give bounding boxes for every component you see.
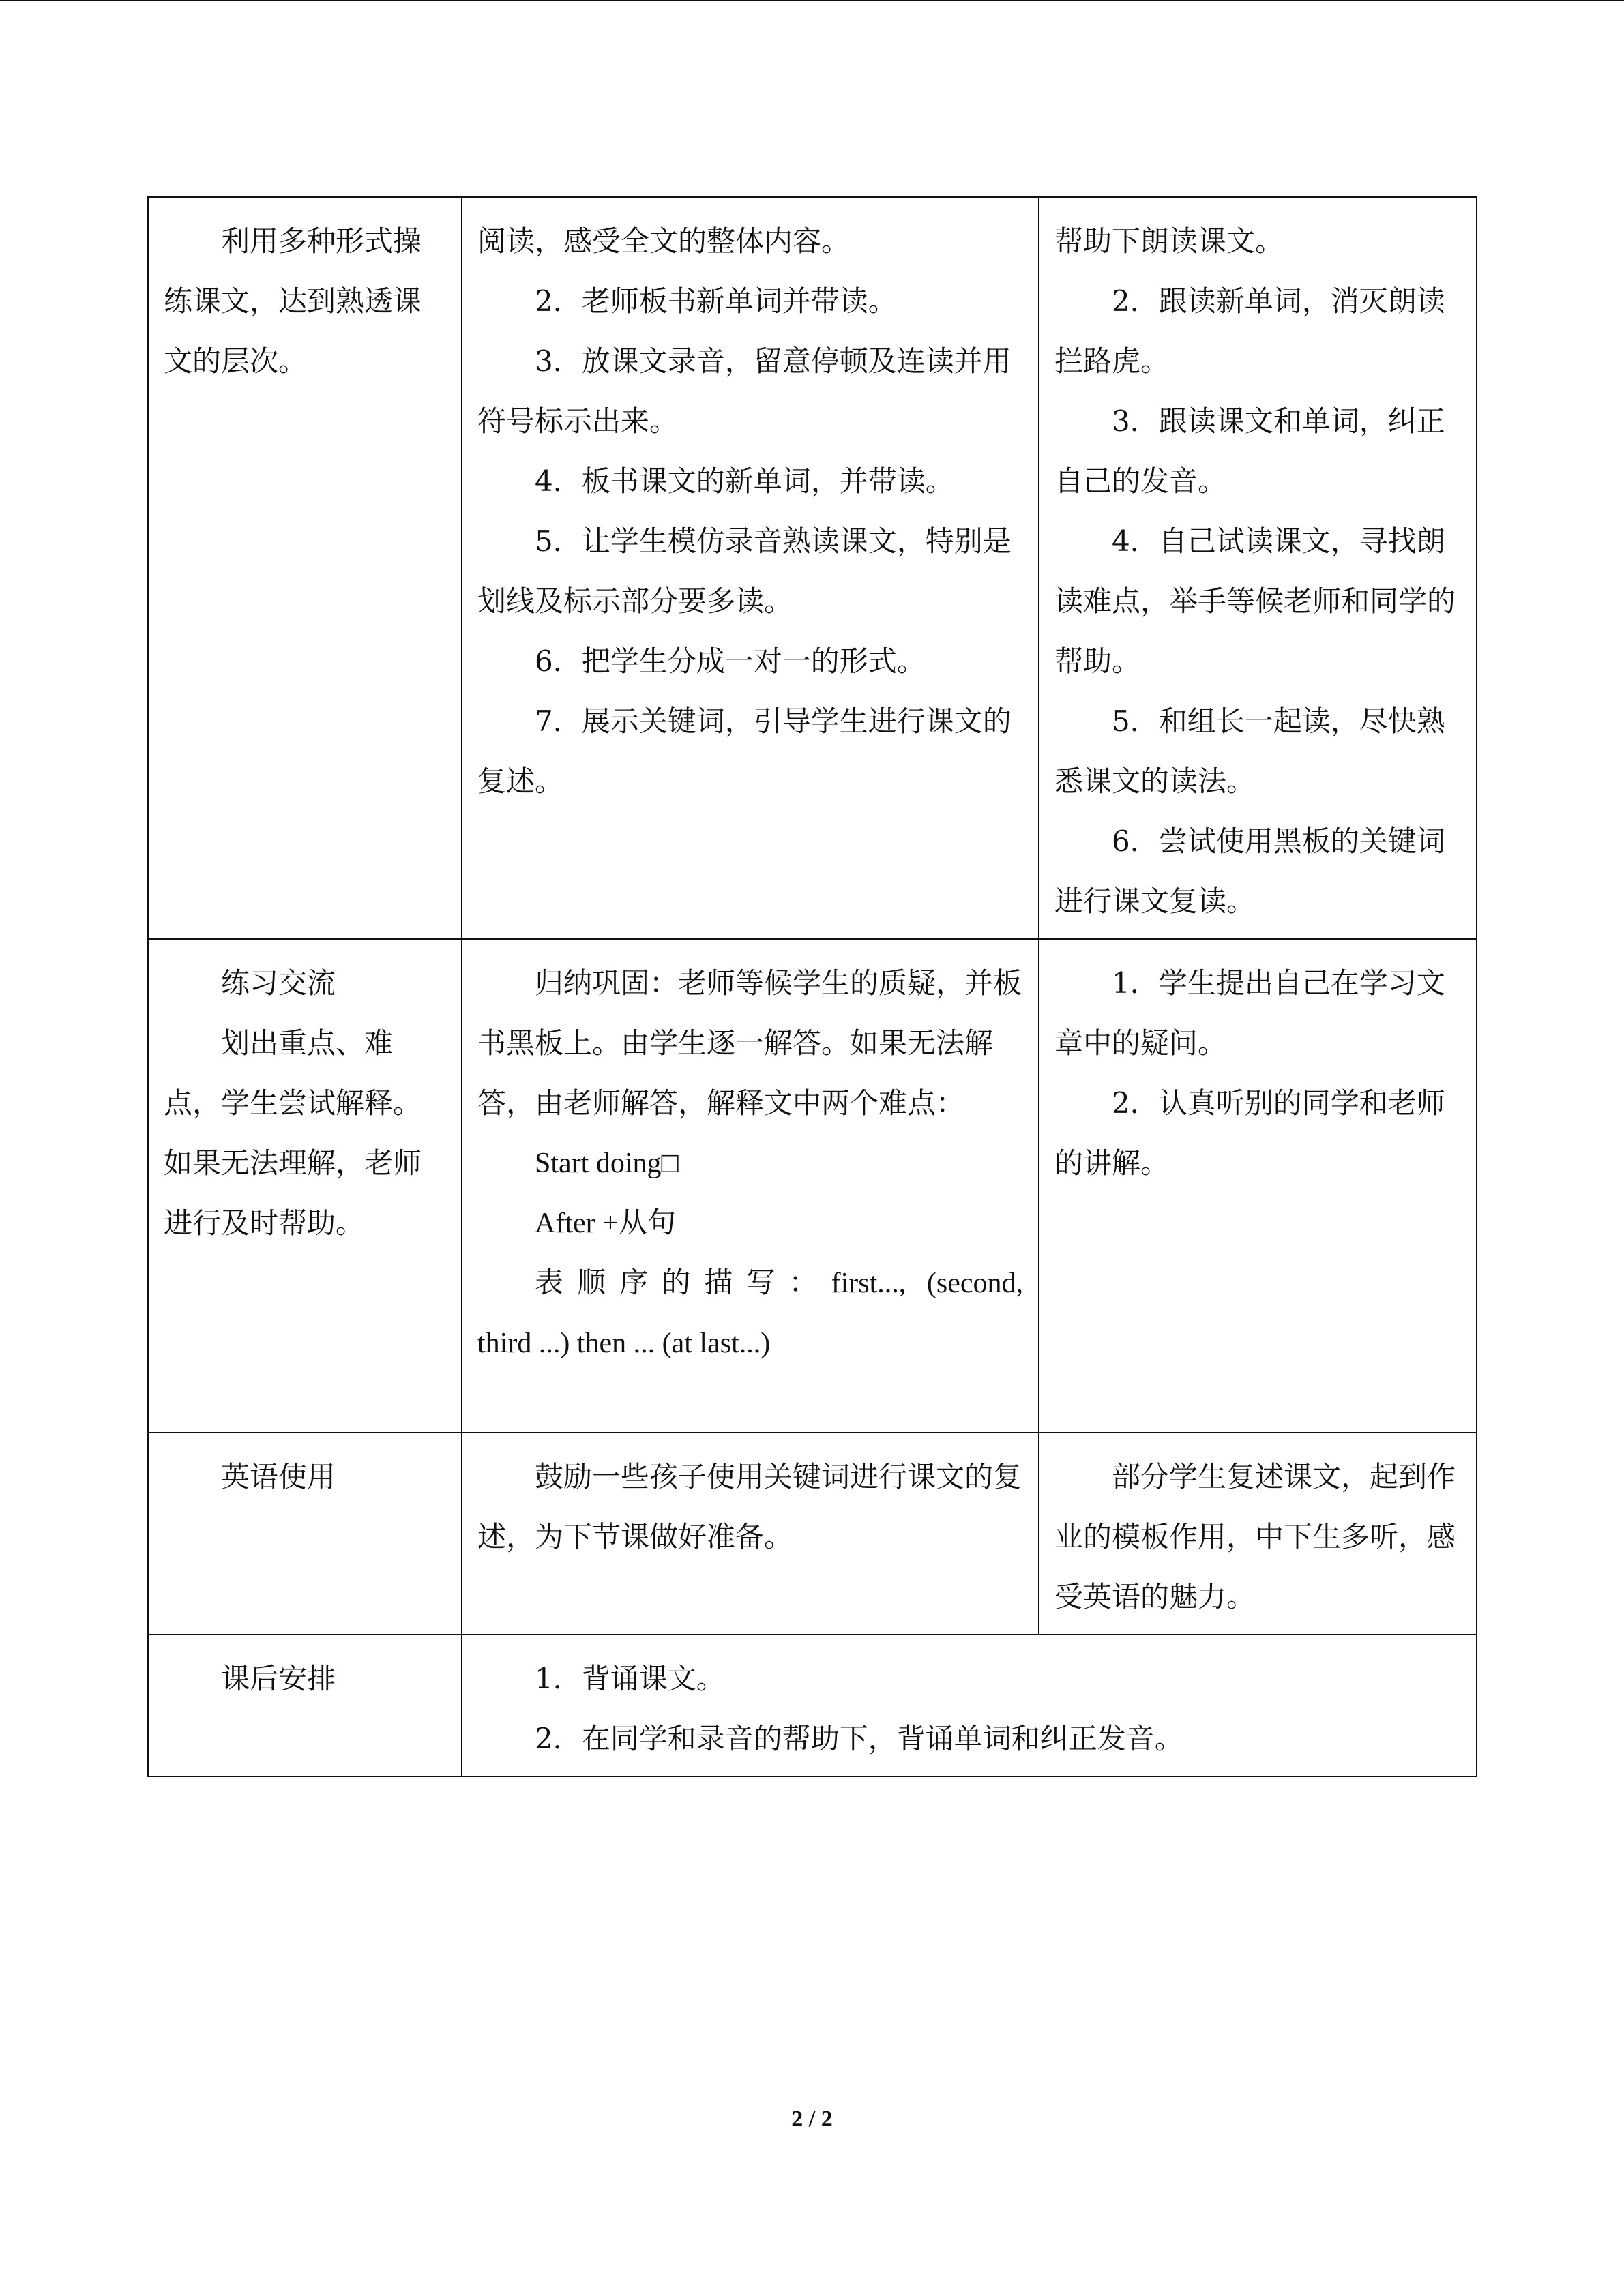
student-step: 2．认真听别的同学和老师的讲解。 xyxy=(1054,1086,1445,1180)
teacher-step: 5．让学生模仿录音熟读课文，特别是划线及标示部分要多读。 xyxy=(477,524,1012,618)
cell-student-activities-practice xyxy=(1039,197,1477,939)
goal-text: 划出重点、难点，学生尝试解释。如果无法理解，老师进行及时帮助。 xyxy=(164,1026,422,1240)
grammar-point: 表顺序的描写：first..., (second, xyxy=(535,1268,1023,1299)
student-step: 2．跟读新单词，消灭朗读拦路虎。 xyxy=(1054,284,1445,378)
homework-item: 2．在同学和录音的帮助下，背诵单词和纠正发音。 xyxy=(535,1722,1183,1755)
table-row-english-use xyxy=(148,1433,1477,1635)
cell-student-activities-english-use xyxy=(1039,1433,1477,1635)
student-step: 6．尝试使用黑板的关键词进行课文复读。 xyxy=(1054,824,1445,918)
cell-goal-english-use xyxy=(148,1433,462,1635)
teacher-step: 鼓励一些孩子使用关键词进行课文的复述，为下节课做好准备。 xyxy=(477,1460,1022,1553)
cell-goal-exchange xyxy=(148,939,462,1433)
lesson-plan-table xyxy=(147,196,1477,1777)
cell-homework-assignment xyxy=(462,1635,1477,1776)
table-row-homework xyxy=(148,1635,1477,1776)
student-step: 5．和组长一起读，尽快熟悉课文的读法。 xyxy=(1054,704,1445,798)
goal-text: 利用多种形式操练课文，达到熟透课文的层次。 xyxy=(164,224,422,378)
teacher-step: 4．板书课文的新单词，并带读。 xyxy=(535,464,954,498)
cell-goal-homework xyxy=(148,1635,462,1776)
goal-heading: 课后安排 xyxy=(221,1662,336,1695)
table-row-exchange xyxy=(148,939,1477,1433)
student-step: 4．自己试读课文，寻找朗读难点，举手等候老师和同学的帮助。 xyxy=(1054,524,1456,678)
cell-teacher-activities-practice xyxy=(462,197,1039,939)
goal-heading: 练习交流 xyxy=(221,966,336,1000)
cell-goal-practice xyxy=(148,197,462,939)
student-step-continued: 帮助下朗读课文。 xyxy=(1054,224,1284,258)
grammar-point: Start doing□ xyxy=(535,1148,679,1179)
goal-heading: 英语使用 xyxy=(221,1460,336,1493)
cell-teacher-activities-exchange xyxy=(462,939,1039,1433)
top-border-rule xyxy=(0,0,1624,1)
teacher-step: 7．展示关键词，引导学生进行课文的复述。 xyxy=(477,704,1012,798)
table-row-practice xyxy=(148,197,1477,939)
cell-teacher-activities-english-use xyxy=(462,1433,1039,1635)
page-number: 2 / 2 xyxy=(791,2106,833,2132)
student-step: 3．跟读课文和单词，纠正自己的发音。 xyxy=(1054,404,1445,498)
homework-item: 1．背诵课文。 xyxy=(535,1662,725,1695)
student-step: 1．学生提出自己在学习文章中的疑问。 xyxy=(1054,966,1445,1060)
grammar-point-continued: third ...) then ... (at last...) xyxy=(477,1328,771,1359)
teacher-step: 归纳巩固：老师等候学生的质疑，并板书黑板上。由学生逐一解答。如果无法解答，由老师解答，解释文中两个难点： xyxy=(477,966,1022,1120)
cell-student-activities-exchange xyxy=(1039,939,1477,1433)
teacher-step: 2．老师板书新单词并带读。 xyxy=(535,284,897,318)
teacher-step-continued: 阅读，感受全文的整体内容。 xyxy=(477,224,851,258)
teacher-step: 6．把学生分成一对一的形式。 xyxy=(535,644,926,678)
student-step: 部分学生复述课文，起到作业的模板作用，中下生多听，感受英语的魅力。 xyxy=(1054,1460,1456,1613)
teacher-step: 3．放课文录音，留意停顿及连读并用符号标示出来。 xyxy=(477,344,1012,438)
grammar-point: After +从句 xyxy=(535,1208,676,1239)
